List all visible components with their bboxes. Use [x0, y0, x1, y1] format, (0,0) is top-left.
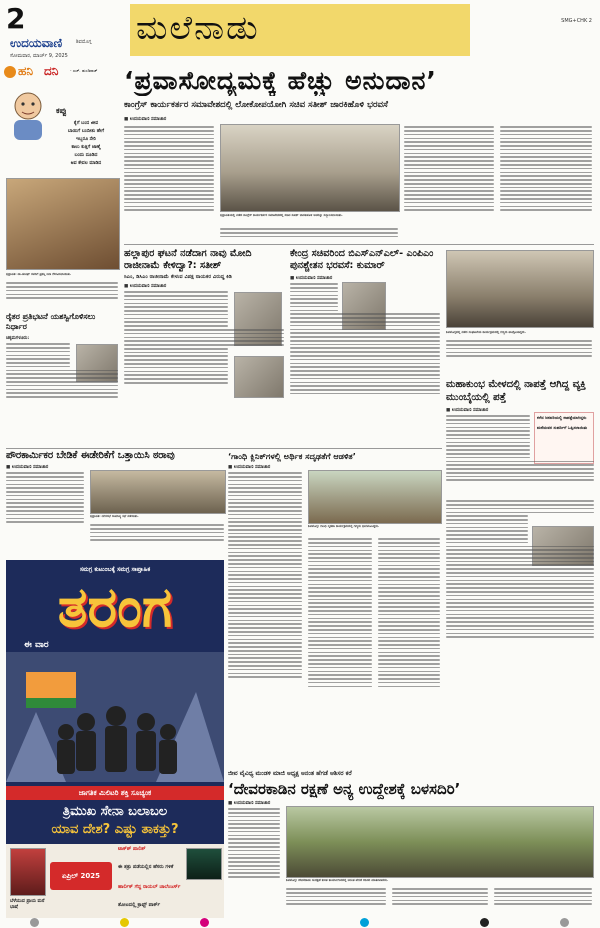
ad-tag-e: ತೋಟದಲ್ಲಿ ಕ್ರಾಫ್ಟ್ ಪಾರ್ಕ್ [118, 902, 161, 908]
lead-col-3 [500, 124, 592, 213]
ad-top-line: ಸಮಗ್ರ ಕುಟುಂಬಕ್ಕೆ ಸಮಗ್ರ ಸಾಪ್ತಾಹಿಕ [79, 566, 151, 573]
reg-dot-icon [360, 918, 369, 927]
honey-brand-b: ದನಿ [44, 64, 59, 78]
kumbh-byline: ■ ಉದಯವಾಣಿ ಸಮಾಚಾರ [446, 408, 489, 413]
ad-tag-b: ಈ ಶತ್ರು ಪಡೆಯಲ್ಲಿನ ಹೆಸರು ಗಳಿಕೆ [118, 864, 174, 870]
story-left-small [6, 312, 118, 442]
devarakadu-kicker: ಜೀವ ವೈವಿಧ್ಯ ಮಂಡಳಿ ಮಾಜಿ ಅಧ್ಯಕ್ಷ ಅನಂತ ಹೆಗಡೆ ಆಶಿಸರ ಕರೆ [228, 770, 352, 777]
kumbh-bullet-a: ಕಳೆದ ಜನವರಿಯಲ್ಲಿ ನಾಪತ್ತೆಯಾಗಿದ್ದರು [537, 415, 587, 420]
story-left-headline: ರೈತರ ಪ್ರತಿಭಟನೆ ಯಶಸ್ವಿಗೊಳಿಸಲು ನಿರ್ಧಾರ [6, 312, 96, 331]
ad-banner: ಜಾಗತಿಕ ಮಿಲಿಟರಿ ಶಕ್ತಿ ಸೂಚ್ಯಂಕ [78, 789, 152, 797]
right-caption-lines [446, 338, 592, 359]
lead-lower-text [220, 226, 398, 240]
masthead [4, 4, 596, 62]
gandhi-photo [308, 470, 442, 524]
divider [124, 244, 594, 245]
left-award-photo [6, 178, 120, 270]
honey-title: ಕಪ್ಪು [56, 106, 67, 115]
pourakarmika-col-2 [90, 522, 224, 543]
honey-brand-a: ಹನಿ [18, 64, 33, 78]
reg-dot-icon [480, 918, 489, 927]
reg-dot-icon [120, 918, 129, 927]
reg-dot-icon [200, 918, 209, 927]
honey-logo-icon [4, 66, 16, 78]
divider [6, 448, 442, 449]
devarakadu-col-1 [228, 806, 280, 880]
ad-line1: ತ್ರಿಮುಖ ಸೇನಾ ಬಲಾಬಲ [62, 804, 168, 819]
bsnl-byline: ■ ಉದಯವಾಣಿ ಸಮಾಚಾರ [290, 276, 333, 281]
edition-code: SMG+CHK 2 [561, 18, 592, 24]
ad-thumb-a [10, 848, 46, 896]
ad-tag-a: ಟಾಕ್‌ಶ್ ಪಾಲಿಶ್ [118, 846, 146, 852]
left-caption-lines [6, 280, 118, 301]
poem-line: ಇಬ್ಬರೂ ಸೇರಿ [76, 137, 96, 142]
story-pourakarmika [6, 450, 226, 554]
paper-name: ಉದಯವಾಣಿ [10, 36, 63, 50]
pourakarmika-caption: ಭದ್ರಾವತಿ: ನಗರಸಭೆ ಸಾಮಾನ್ಯ ಸಭೆ ನಡೆಯಿತು. [90, 514, 139, 518]
ad-tag-c: ಹಾರ್ಲಿಕ್ ಗೆದ್ದ ರಾಯಲ್ ಚಾಲೆಂಜರ್ಸ್ [118, 884, 181, 890]
devarakadu-byline: ■ ಉದಯವಾಣಿ ಸಮಾಚಾರ [228, 801, 271, 806]
pourakarmika-col-1 [6, 470, 84, 525]
poem-line: ಕೈಗೆ ಬಂದ ಜೀವ [73, 121, 99, 126]
gandhi-col-2 [308, 536, 372, 689]
reg-dot-icon [560, 918, 569, 927]
pourakarmika-byline: ■ ಉದಯವಾಣಿ ಸಮಾಚಾರ [6, 465, 49, 470]
devarakadu-photo [286, 806, 594, 878]
gandhi-caption: ಶಿವಮೊಗ್ಗ: ಗಾಂಧಿ ಸ್ಮರಣಾ ಕಾರ್ಯಕ್ರಮದಲ್ಲಿ ಗಣ್ಯರು ಭಾಗವಹಿಸಿದ್ದರು. [308, 524, 380, 528]
right-group-photo [446, 250, 594, 328]
kumbh-headline: ಮಹಾಕುಂಭ ಮೇಳದಲ್ಲಿ ನಾಪತ್ತೆ ಆಗಿದ್ದ ವ್ಯಕ್ತಿ ಮುಂಬೈಯಲ್ಲಿ ಪತ್ತೆ [446, 379, 586, 403]
poet-illustration [6, 88, 50, 142]
story-left-byline: ಚಿಕ್ಕಮಗಳೂರು: [6, 336, 30, 341]
lead-headline: ‘ಪ್ರವಾಸೋದ್ಯಮಕ್ಕೆ ಹೆಚ್ಚು ಅನುದಾನ’ [124, 66, 437, 95]
pourakarmika-photo [90, 470, 226, 514]
poet-face-icon [6, 88, 50, 142]
registration-marks [0, 918, 600, 928]
pourakarmika-headline: ಪೌರಕಾರ್ಮಿಕರ ಬೇಡಿಕೆ ಈಡೇರಿಕೆಗೆ ಒತ್ತಾಯಿಸಿ ಠರಾವು [6, 450, 175, 461]
poem-line: ಕಾಲು ಕುತ್ತಿಗೆ ಜಾಣ್ಮೆ [71, 145, 101, 150]
devarakadu-col-3 [392, 886, 488, 907]
ad-subtitle: ಈ ವಾರ [24, 640, 49, 650]
kumbh-bullet-b: ಮನೆಯವರ ಸುಪರ್ದಿಗೆ ಒಪ್ಪಿಸಲಾಯಿತು [537, 425, 588, 430]
lead-photo-caption: ಭದ್ರಾವತಿಯಲ್ಲಿ ನಡೆದ ಕಾಂಗ್ರೆಸ್ ಕಾರ್ಯಕರ್ತರ ಸಮಾವೇಶದಲ್ಲಿ ಸಚಿವ ಸತೀಶ್ ಜಾರಕಿಹೊಳಿ ಅವರನ್ನು ಸನ್ಮಾನಿಸಲಾಯಿತು. [220, 213, 343, 217]
ad-tag-d: ಬೆಳೆಯುವ ಪ್ರಾಯ ಮನೆ ಭಾಷೆ [10, 899, 45, 910]
poem-line: ಬಾಯಿಗೆ ಬಂದೀತು ಹೇಗೆ [67, 129, 105, 134]
ad-date-badge-box [50, 862, 112, 890]
right-photo-caption: ಶಿವಮೊಗ್ಗದಲ್ಲಿ ನಡೆದ ಸಂಘಟನೆಯ ಕಾರ್ಯಕ್ರಮದಲ್ಲಿ ಗಣ್ಯರು ಪಾಲ್ಗೊಂಡಿದ್ದರು. [446, 330, 526, 334]
ad-banner-box [6, 786, 224, 800]
halappa-headline: ಹಲ್ಲಾಪುರ ಘಟನೆ ನಡೆದಾಗ ನಾವು ಮೋದಿ ರಾಜೀನಾಮೆ ಕೇಳಿದ್ವಾ?: ಸತೀಶ್ [124, 248, 252, 271]
ad-thumb-b [186, 848, 222, 880]
story-halappa [124, 248, 284, 446]
ad-title: ತರಂಗ [57, 575, 173, 640]
halappa-sub: ಸಿಎಂ, ಡಿಸಿಎಂ ರಾಜೀನಾಮೆ ಕೇಳುವ ವಿಪಕ್ಷ ನಾಯಕರ ವಿರುದ್ಧ ಕಿಡಿ [124, 274, 232, 280]
devarakadu-col-2 [286, 886, 386, 907]
poem-line: ಅವ ಕೇವಲ ಮಾಡಿದ [70, 161, 102, 166]
kumbh-col-b [446, 498, 594, 640]
gandhi-headline: ‘ಗಾಂಧಿ ಕ್ಲಿನಿಕ್‌ಗಳಲ್ಲಿ ಅರ್ಥಿಕ ಸದೃಢತೆಗೆ ಆಡಳಿತ’ [228, 451, 356, 461]
left-photo-caption: ಭದ್ರಾವತಿ: ಡಾ.ಹನೀಫ್ ರವರಿಗೆ ಪ್ರಶಸ್ತಿ ನೀಡಿ ಗೌರವಿಸಲಾಯಿತು. [6, 272, 72, 276]
poem-line: ಬಂದು ದೂಡಿದ [74, 153, 98, 158]
story-bsnl [290, 248, 440, 446]
devarakadu-headline: ‘ದೇವರಕಾಡಿನ ರಕ್ಷಣೆ ಅನ್ಯ ಉದ್ದೇಶಕ್ಕೆ ಬಳಸದಿರಿ’ [228, 780, 461, 798]
section-title: ಮಲೆನಾಡು [136, 8, 260, 47]
kumbh-highlight-box [534, 412, 594, 464]
lead-col-1 [124, 124, 214, 213]
gandhi-byline: ■ ಉದಯವಾಣಿ ಸಮಾಚಾರ [228, 465, 271, 470]
halappa-byline: ■ ಉದಯವಾಣಿ ಸಮಾಚಾರ [124, 284, 167, 289]
ad-date-badge: ಏಪ್ರಿಲ್ 2025 [61, 872, 101, 880]
honey-author: - ಎಚ್. ಡುಂಡಿರಾಜ್ [70, 68, 98, 73]
tharanga-ad [6, 560, 224, 918]
lead-col-2 [404, 124, 494, 213]
reg-dot-icon [30, 918, 39, 927]
story-devarakadu [228, 770, 594, 918]
bsnl-portrait [342, 282, 386, 330]
story-gandhi [228, 450, 442, 770]
lead-byline: ■ ಉದಯವಾಣಿ ಸಮಾಚಾರ [124, 117, 167, 122]
gandhi-col-1 [228, 470, 302, 680]
page-number: 2 [6, 2, 26, 35]
devarakadu-col-4 [494, 886, 592, 907]
gandhi-col-3 [378, 536, 440, 689]
ad-bottom-strip [6, 844, 224, 918]
devarakadu-caption: ಶಿವಮೊಗ್ಗ: ದೇವರಕಾಡು ಸಂರಕ್ಷಣೆ ಕುರಿತ ಕಾರ್ಯಾಗಾರದಲ್ಲಿ ಅನಂತ ಹೆಗಡೆ ಆಶಿಸರ ಮಾತನಾಡಿದರು. [286, 878, 389, 882]
edition-sub: ಶಿವಮೊಗ್ಗ [76, 39, 92, 45]
halappa-photo-2 [234, 356, 284, 398]
honey-poem [54, 120, 118, 168]
section-title-box [130, 4, 470, 56]
lead-subhead: ಕಾಂಗ್ರೆಸ್ ಕಾರ್ಯಕರ್ತರ ಸಮಾವೇಶದಲ್ಲಿ ಲೋಕೋಪಯೋಗಿ ಸಚಿವ ಸತೀಶ್ ಜಾರಕಿಹೊಳಿ ಭರವಸೆ [124, 100, 388, 110]
bsnl-headline: ಕೇಂದ್ರ ಸಚಿವರಿಂದ ಬಿಎಸ್‌ಎನ್‌ಎಲ್- ಎಂಪಿಎಂ ಪುನಶ್ಚೇತನ ಭರವಸೆ: ಕುಮಾರ್ [290, 248, 434, 271]
ad-line2: ಯಾವ ದೇಶ? ಎಷ್ಟು ತಾಕತ್ತು? [51, 822, 179, 837]
date-line: ಸೋಮವಾರ, ಮಾರ್ಚ್ 9, 2025 [10, 53, 68, 59]
soldiers-illustration [6, 652, 224, 782]
lead-photo [220, 124, 400, 212]
